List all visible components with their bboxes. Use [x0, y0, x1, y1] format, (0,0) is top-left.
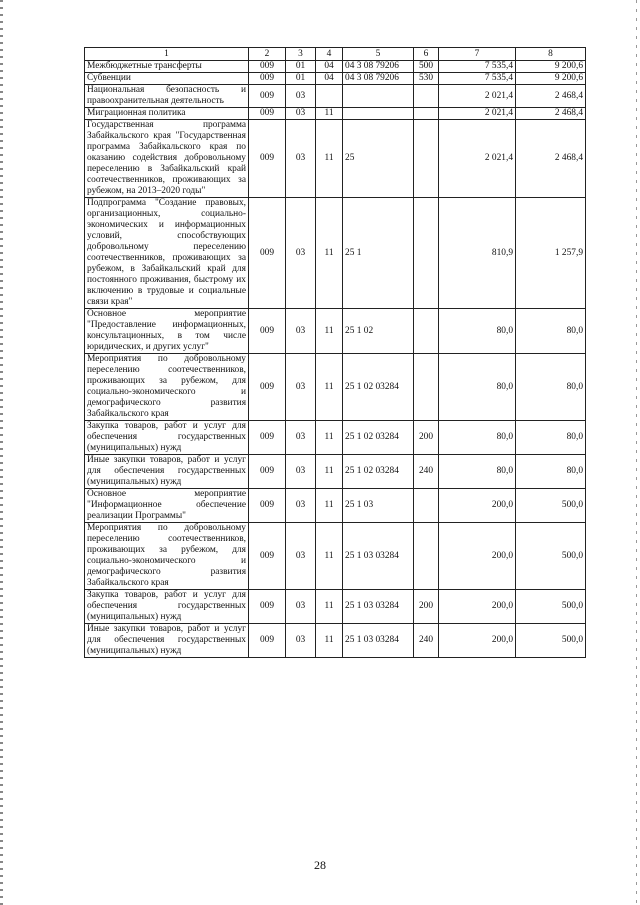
table-row — [85, 108, 586, 120]
row-name: Закупка товаров, работ и услуг для обеспечения государственных (муниципальных) нужд — [85, 590, 249, 624]
cell-expense-type — [414, 85, 439, 108]
row-name: Иные закупки товаров, работ и услуг для обеспечения государственных (муниципальных) нужд — [85, 455, 249, 489]
cell-section: 03 — [286, 624, 316, 658]
cell-amount-7: 810,9 — [439, 198, 516, 309]
cell-amount-8: 80,0 — [516, 354, 586, 421]
cell-section: 03 — [286, 108, 316, 120]
row-name: Государственная программа Забайкальского края "Государственная программа Забайкальского края по оказанию содействия добровольному переселению в Забайкальский край соотечественников, проживающих за рубежом, на 2013–2020 годы" — [85, 120, 249, 198]
cell-section: 01 — [286, 73, 316, 85]
cell-ministry: 009 — [249, 198, 286, 309]
cell-amount-7: 200,0 — [439, 489, 516, 523]
cell-subsection: 11 — [316, 309, 343, 354]
cell-subsection: 11 — [316, 489, 343, 523]
cell-target-article: 25 1 03 03284 — [343, 624, 414, 658]
cell-amount-7: 200,0 — [439, 624, 516, 658]
table-row — [85, 85, 586, 108]
cell-amount-8: 2 468,4 — [516, 85, 586, 108]
cell-section: 03 — [286, 198, 316, 309]
table-row — [85, 489, 586, 523]
cell-amount-8: 500,0 — [516, 590, 586, 624]
row-name: Национальная безопасность и правоохранительная деятельность — [85, 85, 249, 108]
cell-amount-8: 500,0 — [516, 523, 586, 590]
cell-target-article — [343, 108, 414, 120]
column-header: 2 — [249, 48, 286, 61]
cell-expense-type — [414, 108, 439, 120]
row-name: Закупка товаров, работ и услуг для обеспечения государственных (муниципальных) нужд — [85, 421, 249, 455]
cell-section: 03 — [286, 120, 316, 198]
row-name: Основное мероприятие "Предоставление информационных, консультационных, в том числе юридических, и других услуг" — [85, 309, 249, 354]
table-row — [85, 73, 586, 85]
table-row — [85, 421, 586, 455]
row-name: Межбюджетные трансферты — [85, 61, 249, 73]
cell-ministry: 009 — [249, 108, 286, 120]
cell-expense-type — [414, 523, 439, 590]
cell-amount-7: 2 021,4 — [439, 120, 516, 198]
cell-section: 03 — [286, 421, 316, 455]
cell-target-article: 25 1 03 03284 — [343, 590, 414, 624]
table-row — [85, 354, 586, 421]
table-row — [85, 198, 586, 309]
cell-amount-8: 80,0 — [516, 455, 586, 489]
cell-amount-7: 200,0 — [439, 590, 516, 624]
cell-expense-type: 500 — [414, 61, 439, 73]
row-name: Мероприятия по добровольному переселению соотечественников, проживающих за рубежом, для социально-экономического и демографического развития Забайкальского края — [85, 354, 249, 421]
cell-subsection: 11 — [316, 421, 343, 455]
cell-subsection — [316, 85, 343, 108]
cell-amount-8: 2 468,4 — [516, 120, 586, 198]
cell-target-article: 25 1 03 — [343, 489, 414, 523]
cell-section: 03 — [286, 523, 316, 590]
table-row — [85, 120, 586, 198]
cell-target-article: 25 1 02 03284 — [343, 421, 414, 455]
cell-ministry: 009 — [249, 61, 286, 73]
cell-expense-type: 200 — [414, 590, 439, 624]
cell-amount-7: 2 021,4 — [439, 108, 516, 120]
cell-ministry: 009 — [249, 489, 286, 523]
cell-amount-7: 7 535,4 — [439, 73, 516, 85]
cell-target-article: 04 3 08 79206 — [343, 73, 414, 85]
cell-amount-8: 500,0 — [516, 489, 586, 523]
cell-subsection: 11 — [316, 455, 343, 489]
row-name: Подпрограмма "Создание правовых, организационных, социально-экономических и информационных условий, способствующих добровольному переселению соотечественников, проживающих за рубежом, в Забайкальский край для постоянного проживания, быстрому их включению в трудовые и социальные связи края" — [85, 198, 249, 309]
cell-amount-8: 9 200,6 — [516, 61, 586, 73]
cell-expense-type: 200 — [414, 421, 439, 455]
cell-target-article: 25 1 02 03284 — [343, 455, 414, 489]
cell-section: 03 — [286, 455, 316, 489]
cell-subsection: 11 — [316, 624, 343, 658]
cell-amount-8: 80,0 — [516, 309, 586, 354]
cell-section: 03 — [286, 85, 316, 108]
cell-subsection: 11 — [316, 198, 343, 309]
column-header: 5 — [343, 48, 414, 61]
row-name: Основное мероприятие "Информационное обеспечение реализации Программы" — [85, 489, 249, 523]
row-name: Субвенции — [85, 73, 249, 85]
cell-target-article — [343, 85, 414, 108]
column-header: 8 — [516, 48, 586, 61]
cell-amount-7: 7 535,4 — [439, 61, 516, 73]
cell-expense-type: 240 — [414, 455, 439, 489]
budget-table — [84, 47, 586, 658]
column-header: 7 — [439, 48, 516, 61]
cell-subsection: 04 — [316, 61, 343, 73]
cell-section: 03 — [286, 489, 316, 523]
cell-amount-7: 80,0 — [439, 421, 516, 455]
cell-subsection: 11 — [316, 590, 343, 624]
cell-ministry: 009 — [249, 590, 286, 624]
table-row — [85, 624, 586, 658]
scan-edge-right — [636, 0, 637, 905]
cell-ministry: 009 — [249, 73, 286, 85]
cell-amount-7: 2 021,4 — [439, 85, 516, 108]
cell-ministry: 009 — [249, 120, 286, 198]
cell-ministry: 009 — [249, 455, 286, 489]
cell-expense-type: 240 — [414, 624, 439, 658]
cell-expense-type — [414, 120, 439, 198]
cell-target-article: 25 1 — [343, 198, 414, 309]
cell-target-article: 25 1 02 03284 — [343, 354, 414, 421]
cell-expense-type — [414, 309, 439, 354]
cell-section: 01 — [286, 61, 316, 73]
cell-section: 03 — [286, 590, 316, 624]
column-header: 6 — [414, 48, 439, 61]
cell-amount-8: 80,0 — [516, 421, 586, 455]
cell-section: 03 — [286, 354, 316, 421]
column-header: 1 — [85, 48, 249, 61]
cell-subsection: 11 — [316, 523, 343, 590]
cell-subsection: 04 — [316, 73, 343, 85]
cell-amount-7: 80,0 — [439, 455, 516, 489]
cell-target-article: 04 3 08 79206 — [343, 61, 414, 73]
cell-expense-type — [414, 198, 439, 309]
cell-ministry: 009 — [249, 624, 286, 658]
cell-subsection: 11 — [316, 120, 343, 198]
column-header: 4 — [316, 48, 343, 61]
row-name: Иные закупки товаров, работ и услуг для обеспечения государственных (муниципальных) нужд — [85, 624, 249, 658]
cell-subsection: 11 — [316, 354, 343, 421]
cell-amount-8: 9 200,6 — [516, 73, 586, 85]
cell-amount-8: 2 468,4 — [516, 108, 586, 120]
cell-amount-7: 200,0 — [439, 523, 516, 590]
table-header-row — [85, 48, 586, 61]
cell-expense-type: 530 — [414, 73, 439, 85]
table-row — [85, 455, 586, 489]
cell-amount-8: 500,0 — [516, 624, 586, 658]
scan-edge-left — [0, 0, 3, 905]
table-row — [85, 590, 586, 624]
cell-section: 03 — [286, 309, 316, 354]
table-row — [85, 523, 586, 590]
row-name: Мероприятия по добровольному переселению соотечественников, проживающих за рубежом, для социально-экономического и демографического развития Забайкальского края — [85, 523, 249, 590]
row-name: Миграционная политика — [85, 108, 249, 120]
cell-ministry: 009 — [249, 523, 286, 590]
cell-amount-8: 1 257,9 — [516, 198, 586, 309]
cell-ministry: 009 — [249, 309, 286, 354]
cell-amount-7: 80,0 — [439, 354, 516, 421]
table-row — [85, 61, 586, 73]
cell-subsection: 11 — [316, 108, 343, 120]
table-row — [85, 309, 586, 354]
cell-expense-type — [414, 489, 439, 523]
cell-target-article: 25 — [343, 120, 414, 198]
cell-ministry: 009 — [249, 85, 286, 108]
cell-amount-7: 80,0 — [439, 309, 516, 354]
page-number: 28 — [314, 858, 326, 872]
cell-expense-type — [414, 354, 439, 421]
cell-target-article: 25 1 03 03284 — [343, 523, 414, 590]
cell-ministry: 009 — [249, 354, 286, 421]
cell-target-article: 25 1 02 — [343, 309, 414, 354]
cell-ministry: 009 — [249, 421, 286, 455]
column-header: 3 — [286, 48, 316, 61]
